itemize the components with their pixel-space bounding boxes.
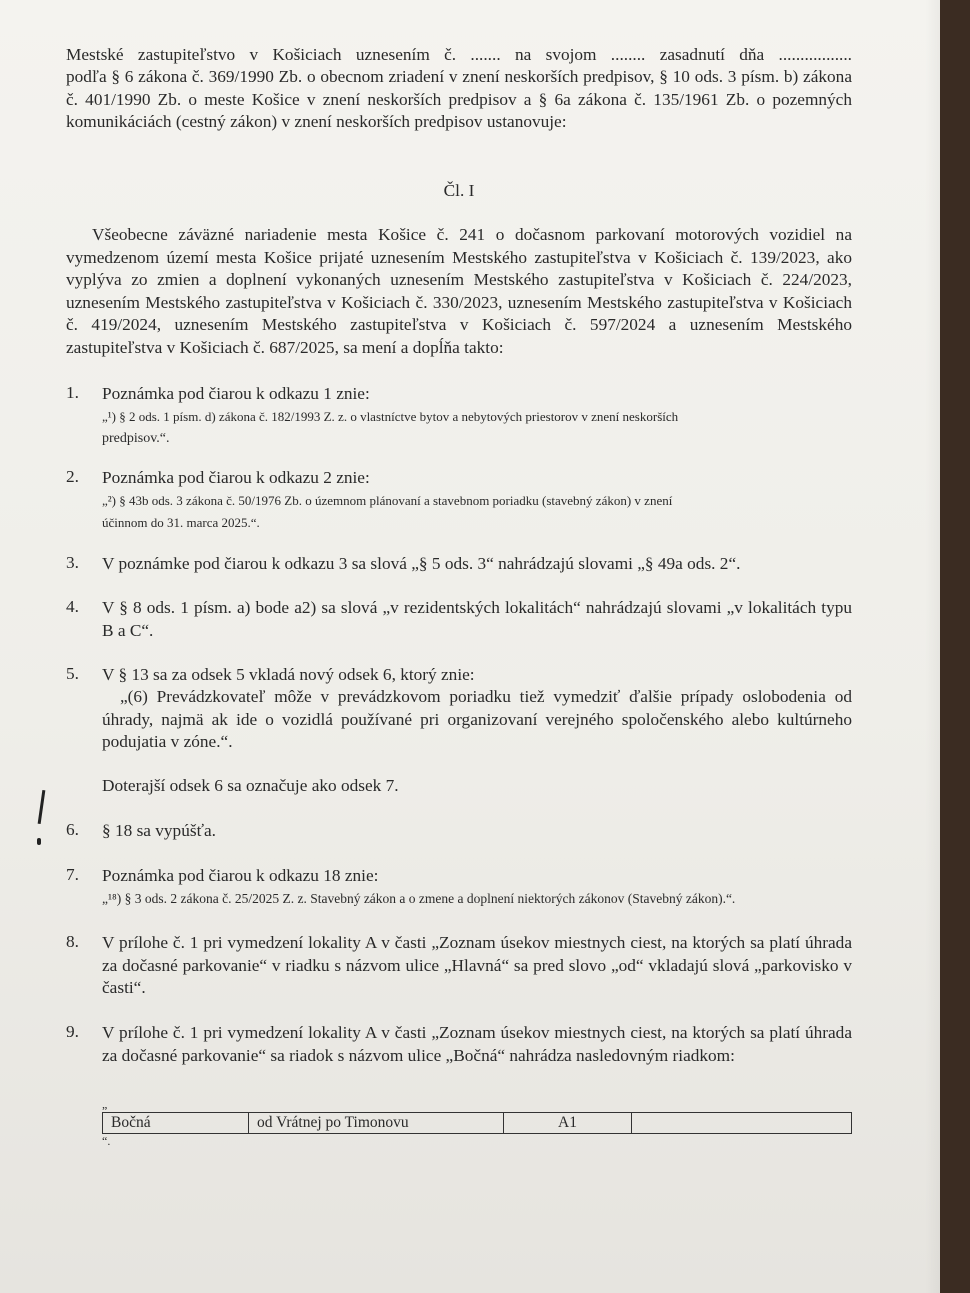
item-2 <box>102 467 852 534</box>
cell-section: od Vrátnej po Timonovu <box>249 1113 504 1133</box>
item-2-footnote: „²) § 43b ods. 3 zákona č. 50/1976 Zb. o územnom plánovaní a stavebnom poriadku (stavebný zákon) v znení <box>102 492 673 508</box>
item-5-after: Doterajší odsek 6 sa označuje ako odsek 7. <box>102 776 399 795</box>
item-8-text: V prílohe č. 1 pri vymedzení lokality A v časti „Zoznam úsekov miestnych ciest, na ktorých sa platí úhrada za dočasné parkovanie“ v riadku s názvom ulice „Hlavná“ sa pred slovo „od“ vkladajú slová „parkovisko v časti“. <box>102 933 852 997</box>
item-2-number: 2. <box>66 467 79 486</box>
intro-paragraph: Všeobecne záväzné nariadenie mesta Košice č. 241 o dočasnom parkovaní motorových vozidiel na vymedzenom území mesta Košice prijaté uznesením Mestského zastupiteľstva v Košiciach č. 139/2023, ako vyplýva zo zmien a doplnení vykonaných uznesením Mestského zastupiteľstva v Košiciach č. 224/2023, uznesením Mestského zastupiteľstva v Košiciach č. 330/2023, uznesením Mestského zastupiteľstva v Košiciach č. 419/2024, uznesením Mestského zastupiteľstva v Košiciach č. 597/2024 a uznesením Mestského zastupiteľstva v Košiciach č. 687/2025, sa mení a dopĺňa takto: <box>66 225 852 357</box>
item-3-text: V poznámke pod čiarou k odkazu 3 sa slová „§ 5 ods. 3“ nahrádzajú slovami „§ 49a ods. 2“. <box>102 554 741 573</box>
item-3-number: 3. <box>66 553 79 572</box>
item-1 <box>102 383 852 450</box>
item-4-text: V § 8 ods. 1 písm. a) bode a2) sa slová „v rezidentských lokalitách“ nahrádzajú slovami „v lokalitách typu B a C“. <box>102 598 852 640</box>
table-open-quote: „ <box>102 1097 108 1111</box>
item-4-number: 4. <box>66 597 79 616</box>
item-5-quote: „(6) Prevádzkovateľ môže v prevádzkovom poriadku tiež vymedziť ďalšie prípady oslobodenia od úhrady, najmä ak ide o vozidlá používané pri organizovaní verejného spoločenského alebo kultúrneho podujatia v zóne.“. <box>102 687 852 751</box>
preamble-text: podľa § 6 zákona č. 369/1990 Zb. o obecnom zriadení v znení neskorších predpisov, § 10 ods. 3 písm. b) zákona č. 401/1990 Zb. o meste Košice v znení neskorších predpisov a § 6a zákona č. 135/1961 Zb. o pozemných komunikáciách (cestný zákon) v znení neskorších predpisov ustanovuje: <box>66 67 852 131</box>
item-8-number: 8. <box>66 932 79 951</box>
replacement-row-table <box>102 1112 852 1134</box>
cell-street: Bočná <box>103 1113 249 1133</box>
table-close-quote: “. <box>102 1134 111 1148</box>
table-surface <box>940 0 970 1293</box>
cell-empty <box>632 1113 851 1133</box>
item-7-footnote: „¹⁸) § 3 ods. 2 zákona č. 25/2025 Z. z. Stavebný zákon a o zmene a doplnení niektorých zákonov (Stavebný zákon).“. <box>102 890 736 906</box>
item-2-footnote-cont: účinnom do 31. marca 2025.“. <box>102 514 260 530</box>
cell-locality: A1 <box>504 1113 632 1133</box>
preamble-line1: Mestské zastupiteľstvo v Košiciach uznesením č. ....... na svojom ........ zasadnutí dňa ................. <box>66 45 852 64</box>
item-9-text: V prílohe č. 1 pri vymedzení lokality A v časti „Zoznam úsekov miestnych ciest, na ktorých sa platí úhrada za dočasné parkovanie“ sa riadok s názvom ulice „Bočná“ nahrádza nasledovným riadkom: <box>102 1023 852 1065</box>
item-9-number: 9. <box>66 1022 79 1041</box>
item-1-number: 1. <box>66 383 79 402</box>
item-7 <box>102 865 852 910</box>
item-7-number: 7. <box>66 865 79 884</box>
item-7-heading: Poznámka pod čiarou k odkazu 18 znie: <box>102 866 379 885</box>
item-1-heading: Poznámka pod čiarou k odkazu 1 znie: <box>102 384 370 403</box>
item-2-heading: Poznámka pod čiarou k odkazu 2 znie: <box>102 468 370 487</box>
item-6-text: § 18 sa vypúšťa. <box>102 821 216 840</box>
item-5-text: V § 13 sa za odsek 5 vkladá nový odsek 6, ktorý znie: <box>102 665 475 684</box>
item-1-footnote-cont: predpisov.“. <box>102 430 170 446</box>
handwritten-margin-dot <box>37 838 41 845</box>
item-6-number: 6. <box>66 820 79 839</box>
item-5-number: 5. <box>66 664 79 683</box>
article-title: Čl. I <box>443 181 475 200</box>
item-1-footnote: „¹) § 2 ods. 1 písm. d) zákona č. 182/1993 Z. z. o vlastníctve bytov a nebytových priestorov v znení neskorších <box>102 408 679 424</box>
